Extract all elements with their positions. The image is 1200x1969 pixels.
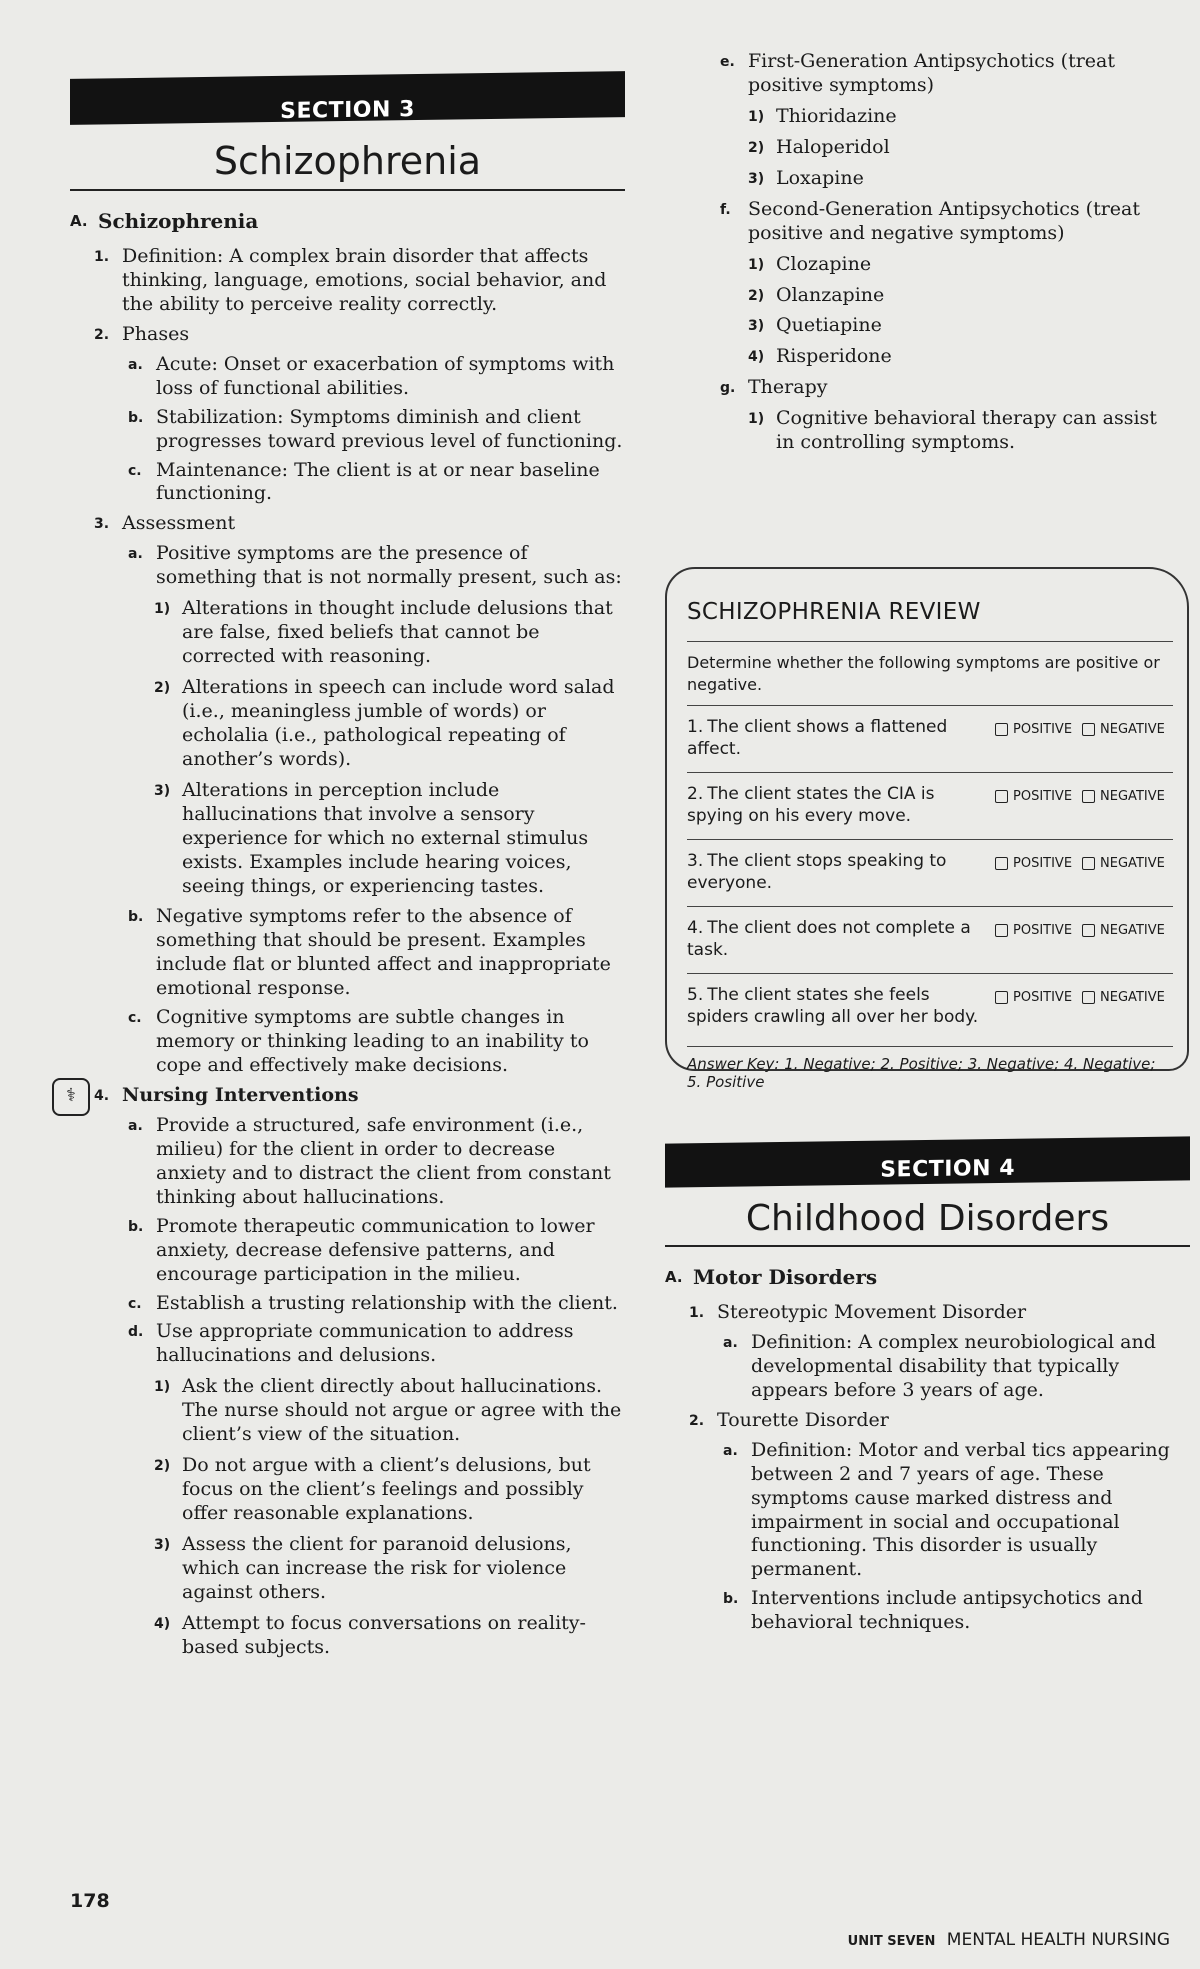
page-footer bbox=[848, 1930, 1170, 1950]
negative-option[interactable]: NEGATIVE bbox=[1082, 789, 1165, 804]
outline-item: a. Acute: Onset or exacerbation of symptoms with loss of functional abilities. bbox=[128, 352, 615, 399]
outline-item: g. Therapy bbox=[720, 376, 828, 399]
heading-motor-disorders: A. Motor Disorders bbox=[665, 1265, 878, 1289]
outline-item: b. Negative symptoms refer to the absence of something that should be present. Examples include flat or blunted affect and inappropriate emotional response. bbox=[128, 905, 611, 1000]
outline-item: a. Provide a structured, safe environment (i.e., milieu) for the client in order to decrease anxiety and to distract the client from constant thinking about hallucinations. bbox=[128, 1113, 611, 1208]
title-divider bbox=[665, 1245, 1190, 1247]
outline-item: 2) Olanzapine bbox=[748, 283, 885, 306]
outline-item: b. Stabilization: Symptoms diminish and client progresses toward previous level of functioning. bbox=[128, 405, 623, 452]
outline-item: 4) Attempt to focus conversations on reality-based subjects. bbox=[154, 1611, 586, 1658]
stethoscope-icon: ⚕ bbox=[52, 1078, 90, 1116]
outline-item: 2. Tourette Disorder bbox=[689, 1408, 889, 1431]
outline-item: c. Cognitive symptoms are subtle changes in memory or thinking leading to an inability to cope and effectively make decisions. bbox=[128, 1006, 589, 1077]
outline-item: 3. Assessment bbox=[94, 512, 236, 535]
positive-option[interactable]: POSITIVE bbox=[995, 789, 1072, 804]
section-4-title: Childhood Disorders bbox=[745, 1198, 1110, 1239]
negative-option[interactable]: NEGATIVE bbox=[1082, 722, 1165, 737]
outline-item: 3) Alterations in perception include hallucinations that involve a sensory experience for which no external stimulus exists. Examples include hearing voices, seeing things, or experiencing tastes. bbox=[154, 778, 589, 897]
checkbox-icon[interactable] bbox=[1082, 924, 1095, 937]
outline-item: 1. Definition: A complex brain disorder that affects thinking, language, emotions, social behavior, and the ability to perceive reality correctly. bbox=[94, 245, 607, 315]
outline-item: 3) Quetiapine bbox=[748, 314, 882, 337]
outline-item: 3) Loxapine bbox=[748, 166, 864, 189]
review-instructions: Determine whether the following symptoms are positive or negative. bbox=[687, 641, 1173, 695]
unit-title: MENTAL HEALTH NURSING bbox=[946, 1930, 1170, 1950]
section-4-banner bbox=[665, 1136, 1190, 1187]
review-question: 4. The client does not complete a task. POSITIVE NEGATIVE bbox=[687, 906, 1173, 973]
outline-item: f. Second-Generation Antipsychotics (treat positive and negative symptoms) bbox=[720, 197, 1141, 244]
positive-option[interactable]: POSITIVE bbox=[995, 990, 1072, 1005]
outline-item: c. Establish a trusting relationship with the client. bbox=[128, 1291, 618, 1314]
outline-item: 1) Alterations in thought include delusions that are false, fixed beliefs that cannot be corrected with reasoning. bbox=[154, 597, 613, 668]
review-question: 1. The client shows a flattened affect. POSITIVE NEGATIVE bbox=[687, 705, 1173, 772]
right-column bbox=[700, 45, 1160, 462]
checkbox-icon[interactable] bbox=[995, 924, 1008, 937]
negative-option[interactable]: NEGATIVE bbox=[1082, 990, 1165, 1005]
outline-item: b. Interventions include antipsychotics and behavioral techniques. bbox=[723, 1587, 1143, 1634]
section-3-banner bbox=[70, 71, 625, 125]
positive-option[interactable]: POSITIVE bbox=[995, 722, 1072, 737]
section-4-label: SECTION 4 bbox=[880, 1155, 1015, 1183]
checkbox-icon[interactable] bbox=[995, 723, 1008, 736]
outline-item: c. Maintenance: The client is at or near baseline functioning. bbox=[128, 458, 600, 505]
page-number: 178 bbox=[70, 1890, 110, 1912]
section-4 bbox=[665, 1140, 1190, 1640]
checkbox-icon[interactable] bbox=[995, 991, 1008, 1004]
checkbox-icon[interactable] bbox=[995, 857, 1008, 870]
schizophrenia-review-box bbox=[665, 567, 1189, 1092]
outline-item: 1. Stereotypic Movement Disorder bbox=[689, 1301, 1027, 1323]
review-question-list bbox=[687, 705, 1173, 1040]
unit-label: UNIT SEVEN bbox=[847, 1934, 936, 1949]
left-column bbox=[66, 75, 625, 1667]
outline-item: 4) Risperidone bbox=[748, 345, 892, 368]
section-3-label: SECTION 3 bbox=[280, 97, 415, 124]
checkbox-icon[interactable] bbox=[995, 790, 1008, 803]
checkbox-icon[interactable] bbox=[1082, 857, 1095, 870]
positive-option[interactable]: POSITIVE bbox=[995, 923, 1072, 938]
outline-item: b. Promote therapeutic communication to lower anxiety, decrease defensive patterns, and encourage participation in the milieu. bbox=[128, 1214, 595, 1285]
section-3-title: Schizophrenia bbox=[213, 139, 482, 183]
outline-item: 3) Assess the client for paranoid delusions, which can increase the risk for violence against others. bbox=[154, 1532, 572, 1603]
positive-option[interactable]: POSITIVE bbox=[995, 856, 1072, 871]
outline-item: d. Use appropriate communication to address hallucinations and delusions. bbox=[128, 1320, 574, 1367]
nursing-interventions-heading: ⚕ 4. Nursing Interventions bbox=[94, 1084, 625, 1108]
negative-option[interactable]: NEGATIVE bbox=[1082, 923, 1165, 938]
review-title: SCHIZOPHRENIA REVIEW bbox=[687, 599, 981, 625]
outline-item: a. Definition: A complex neurobiological and developmental disability that typically appears before 3 years of age. bbox=[723, 1330, 1156, 1401]
outline-item: 2) Do not argue with a client’s delusions, but focus on the client’s feelings and possibly offer reasonable explanations. bbox=[154, 1454, 591, 1524]
negative-option[interactable]: NEGATIVE bbox=[1082, 856, 1165, 871]
checkbox-icon[interactable] bbox=[1082, 790, 1095, 803]
outline-item: 2) Haloperidol bbox=[748, 135, 890, 158]
review-question: 2. The client states the CIA is spying on his every move. POSITIVE NEGATIVE bbox=[687, 772, 1173, 839]
outline-item: 2) Alterations in speech can include word salad (i.e., meaningless jumble of words) or echolalia (i.e., pathological repeating of another’s words). bbox=[154, 676, 615, 770]
outline-item: a. Definition: Motor and verbal tics appearing between 2 and 7 years of age. These symptoms cause marked distress and impairment in social and occupational functioning. This disorder is usually permanent. bbox=[723, 1438, 1170, 1581]
outline-item: e. First-Generation Antipsychotics (treat positive symptoms) bbox=[720, 50, 1116, 96]
outline-item: 1) Thioridazine bbox=[748, 104, 897, 127]
review-question: 3. The client stops speaking to everyone. POSITIVE NEGATIVE bbox=[687, 839, 1173, 906]
answer-key: Answer Key: 1. Negative; 2. Positive; 3. Negative; 4. Negative; 5. Positive bbox=[687, 1046, 1173, 1091]
heading-schizophrenia: A. Schizophrenia bbox=[70, 209, 259, 233]
review-question: 5. The client states she feels spiders crawling all over her body. POSITIVE NEGATIVE bbox=[687, 973, 1173, 1040]
outline-item: 2. Phases bbox=[94, 322, 190, 345]
outline-item: 1) Ask the client directly about hallucinations. The nurse should not argue or agree with the client’s view of the situation. bbox=[154, 1375, 622, 1446]
outline-item: 1) Clozapine bbox=[748, 252, 872, 275]
checkbox-icon[interactable] bbox=[1082, 723, 1095, 736]
outline-item: a. Positive symptoms are the presence of something that is not normally present, such as: bbox=[128, 542, 622, 589]
title-divider bbox=[70, 189, 625, 191]
outline-item: 1) Cognitive behavioral therapy can assist in controlling symptoms. bbox=[748, 407, 1157, 454]
checkbox-icon[interactable] bbox=[1082, 991, 1095, 1004]
